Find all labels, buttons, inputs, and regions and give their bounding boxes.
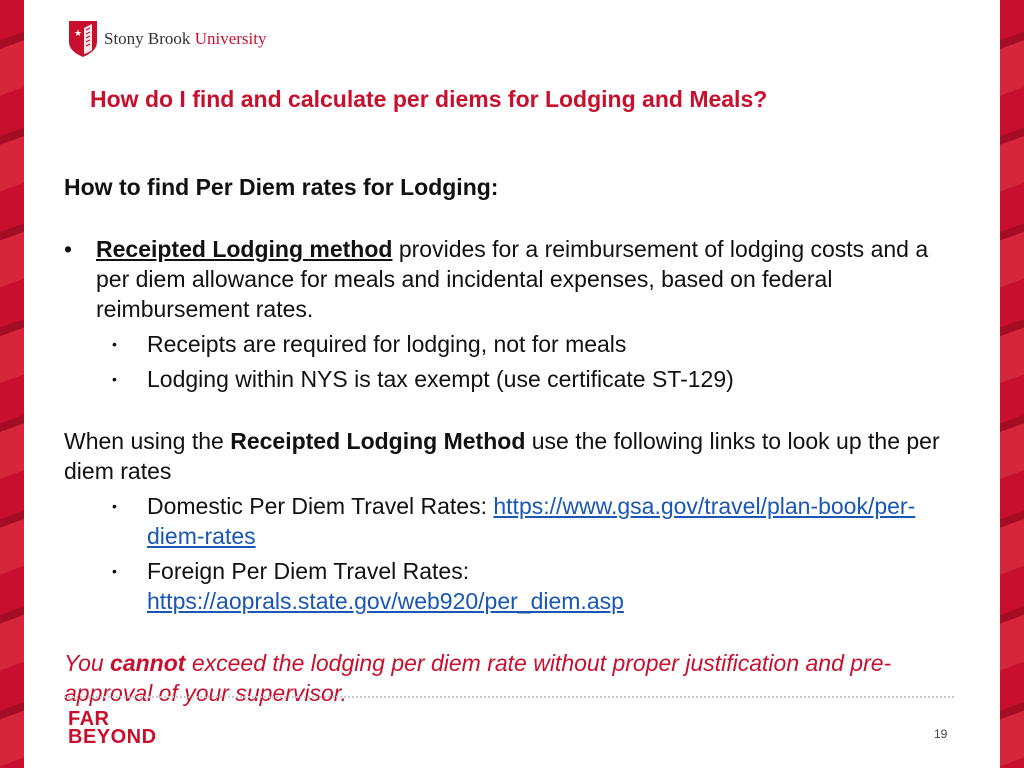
links-intro-text: When using the: [64, 428, 231, 454]
page-title: How do I find and calculate per diems for Lodging and Meals?: [90, 86, 768, 112]
university-logo: [68, 20, 266, 58]
links-intro-method: Receipted Lodging Method: [230, 428, 526, 454]
warning-text: exceed the lodging per diem rate without proper justification and pre- approval of your supervisor.: [64, 650, 892, 706]
receipted-lodging-term: Receipted Lodging method: [96, 236, 393, 262]
beyond-text: BEYOND: [68, 726, 157, 748]
bullet-description: provides for a reimbursement of lodging costs and a per diem allowance for meals and incidental expenses, based on federal reimbursement rates.: [96, 236, 929, 322]
links-intro-text: use the following links to look up the per diem rates: [64, 428, 940, 484]
bullet-marker: •: [112, 498, 117, 514]
footer-divider: [64, 696, 954, 698]
bullet-marker: •: [112, 336, 117, 352]
svg-text:★: ★: [74, 29, 83, 39]
link-label: Domestic Per Diem Travel Rates:: [147, 493, 494, 519]
far-beyond-logo: [68, 710, 157, 746]
shield-icon: [68, 20, 98, 58]
links-intro: [64, 426, 964, 486]
logo-university: University: [194, 29, 267, 48]
right-red-border: [1000, 0, 1024, 768]
logo-wordmark: [104, 29, 266, 49]
sub-bullet: [64, 364, 964, 394]
logo-name: Stony Brook: [104, 29, 191, 48]
bullet-receipted-lodging: [64, 234, 964, 324]
foreign-rates-link[interactable]: https://aoprals.state.gov/web920/per_diem.asp: [147, 588, 624, 614]
link-item-foreign: [64, 556, 964, 616]
warning-text: You: [64, 650, 111, 676]
slide-body: [64, 172, 964, 708]
sub-bullet-text: Lodging within NYS is tax exempt (use certificate ST-129): [147, 366, 734, 392]
bullet-marker: •: [64, 236, 73, 262]
bullet-marker: •: [112, 563, 117, 579]
section-heading: How to find Per Diem rates for Lodging:: [64, 174, 499, 200]
domestic-rates-link[interactable]: https://www.gsa.gov/travel/plan-book/per-diem-rates: [147, 493, 916, 549]
sub-bullet-text: Receipts are required for lodging, not for meals: [147, 331, 627, 357]
page-number: 19: [934, 727, 948, 741]
left-red-border: [0, 0, 24, 768]
sub-bullet: [64, 329, 964, 359]
warning-emphasis: cannot: [110, 650, 186, 676]
far-text: FAR: [68, 708, 110, 730]
link-label: Foreign Per Diem Travel Rates:: [147, 558, 470, 584]
bullet-marker: •: [112, 371, 117, 387]
warning-note: [64, 648, 964, 708]
link-item-domestic: [64, 491, 964, 551]
